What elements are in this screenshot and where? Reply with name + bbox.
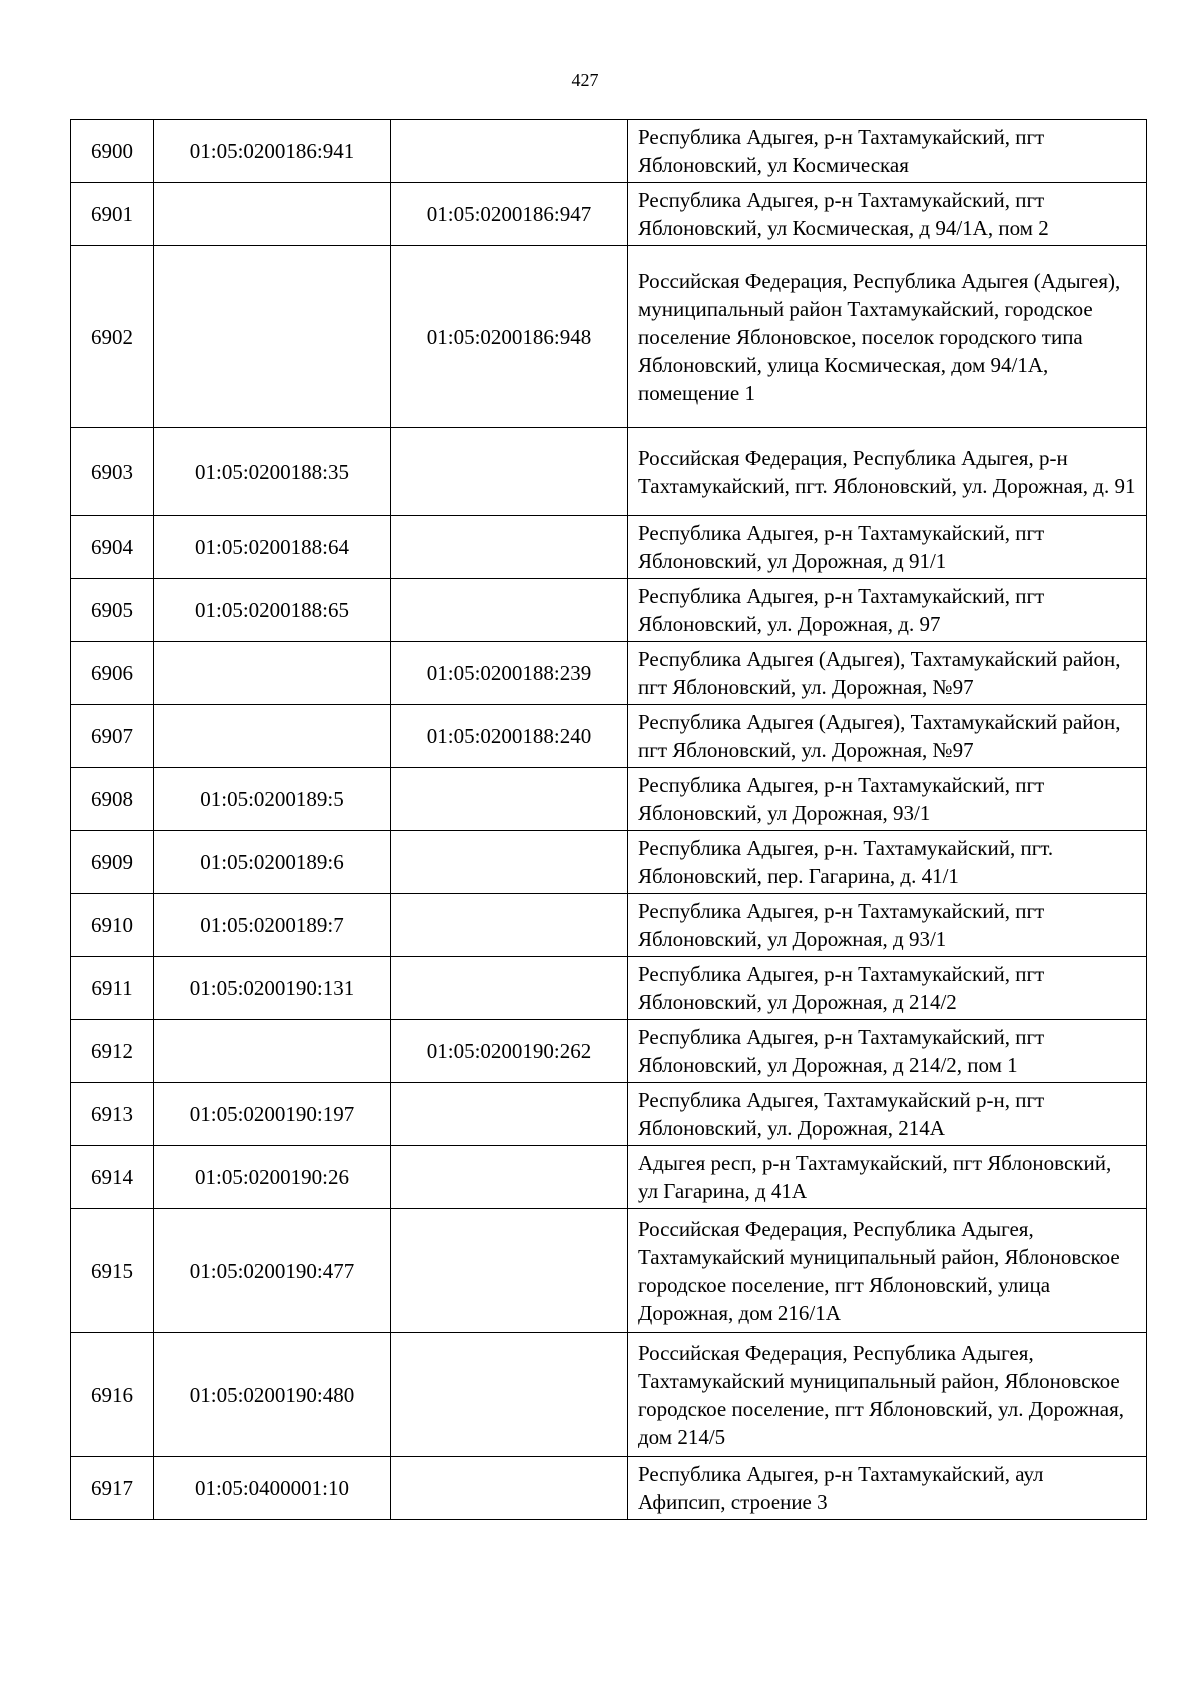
row-number-cell: 6906	[71, 642, 154, 705]
row-number-cell: 6914	[71, 1146, 154, 1209]
row-number-cell: 6907	[71, 705, 154, 768]
address-cell: Российская Федерация, Республика Адыгея, Тахтамукайский муниципальный район, Яблоновское городское поселение, пгт Яблоновский, улица Дорожная, дом 216/1А	[628, 1209, 1147, 1333]
building-cadastral-number-cell: 01:05:0200186:948	[391, 246, 628, 428]
land-cadastral-number-cell	[154, 246, 391, 428]
land-cadastral-number-cell	[154, 705, 391, 768]
table-row	[71, 894, 1147, 957]
building-cadastral-number-cell	[391, 579, 628, 642]
land-cadastral-number-cell: 01:05:0200189:7	[154, 894, 391, 957]
address-cell: Республика Адыгея, р-н Тахтамукайский, пгт Яблоновский, ул Дорожная, 93/1	[628, 768, 1147, 831]
land-cadastral-number-cell: 01:05:0200186:941	[154, 120, 391, 183]
table-row	[71, 768, 1147, 831]
building-cadastral-number-cell: 01:05:0200190:262	[391, 1020, 628, 1083]
row-number-cell: 6901	[71, 183, 154, 246]
land-cadastral-number-cell: 01:05:0200188:65	[154, 579, 391, 642]
table-row	[71, 1457, 1147, 1520]
row-number-cell: 6908	[71, 768, 154, 831]
table-row	[71, 642, 1147, 705]
address-cell: Республика Адыгея, р-н Тахтамукайский, пгт Яблоновский, ул Дорожная, д 93/1	[628, 894, 1147, 957]
table-row	[71, 516, 1147, 579]
table-row	[71, 831, 1147, 894]
building-cadastral-number-cell: 01:05:0200186:947	[391, 183, 628, 246]
row-number-cell: 6909	[71, 831, 154, 894]
table-row	[71, 1146, 1147, 1209]
table-row	[71, 1333, 1147, 1457]
building-cadastral-number-cell	[391, 1333, 628, 1457]
building-cadastral-number-cell	[391, 1146, 628, 1209]
building-cadastral-number-cell	[391, 831, 628, 894]
address-cell: Адыгея респ, р-н Тахтамукайский, пгт Яблоновский, ул Гагарина, д 41А	[628, 1146, 1147, 1209]
address-cell: Республика Адыгея, р-н Тахтамукайский, пгт Яблоновский, ул. Дорожная, д. 97	[628, 579, 1147, 642]
row-number-cell: 6911	[71, 957, 154, 1020]
table-row	[71, 183, 1147, 246]
address-cell: Республика Адыгея, р-н. Тахтамукайский, пгт. Яблоновский, пер. Гагарина, д. 41/1	[628, 831, 1147, 894]
address-cell: Республика Адыгея, р-н Тахтамукайский, пгт Яблоновский, ул Дорожная, д 91/1	[628, 516, 1147, 579]
address-cell: Республика Адыгея (Адыгея), Тахтамукайский район, пгт Яблоновский, ул. Дорожная, №97	[628, 642, 1147, 705]
land-cadastral-number-cell: 01:05:0200188:64	[154, 516, 391, 579]
row-number-cell: 6903	[71, 428, 154, 516]
land-cadastral-number-cell: 01:05:0200190:131	[154, 957, 391, 1020]
land-cadastral-number-cell: 01:05:0200190:477	[154, 1209, 391, 1333]
table-row	[71, 120, 1147, 183]
land-cadastral-number-cell	[154, 183, 391, 246]
building-cadastral-number-cell	[391, 1209, 628, 1333]
land-cadastral-number-cell: 01:05:0200190:26	[154, 1146, 391, 1209]
row-number-cell: 6902	[71, 246, 154, 428]
building-cadastral-number-cell: 01:05:0200188:240	[391, 705, 628, 768]
table-row	[71, 246, 1147, 428]
address-cell: Российская Федерация, Республика Адыгея (Адыгея), муниципальный район Тахтамукайский, городское поселение Яблоновское, поселок городского типа Яблоновский, улица Космическая, дом 94/1А, помещение 1	[628, 246, 1147, 428]
table-row	[71, 579, 1147, 642]
address-cell: Республика Адыгея, р-н Тахтамукайский, пгт Яблоновский, ул Космическая, д 94/1А, пом 2	[628, 183, 1147, 246]
table-row	[71, 957, 1147, 1020]
land-cadastral-number-cell: 01:05:0200189:6	[154, 831, 391, 894]
table-row	[71, 1020, 1147, 1083]
table-row	[71, 705, 1147, 768]
registry-table	[70, 119, 1147, 1520]
row-number-cell: 6904	[71, 516, 154, 579]
address-cell: Республика Адыгея (Адыгея), Тахтамукайский район, пгт Яблоновский, ул. Дорожная, №97	[628, 705, 1147, 768]
address-cell: Республика Адыгея, р-н Тахтамукайский, пгт Яблоновский, ул Дорожная, д 214/2	[628, 957, 1147, 1020]
row-number-cell: 6913	[71, 1083, 154, 1146]
address-cell: Республика Адыгея, р-н Тахтамукайский, пгт Яблоновский, ул Космическая	[628, 120, 1147, 183]
building-cadastral-number-cell: 01:05:0200188:239	[391, 642, 628, 705]
address-cell: Российская Федерация, Республика Адыгея, Тахтамукайский муниципальный район, Яблоновское городское поселение, пгт Яблоновский, ул. Дорожная, дом 214/5	[628, 1333, 1147, 1457]
building-cadastral-number-cell	[391, 894, 628, 957]
table-row	[71, 1083, 1147, 1146]
building-cadastral-number-cell	[391, 120, 628, 183]
row-number-cell: 6912	[71, 1020, 154, 1083]
land-cadastral-number-cell: 01:05:0200188:35	[154, 428, 391, 516]
building-cadastral-number-cell	[391, 516, 628, 579]
row-number-cell: 6917	[71, 1457, 154, 1520]
land-cadastral-number-cell	[154, 1020, 391, 1083]
row-number-cell: 6910	[71, 894, 154, 957]
building-cadastral-number-cell	[391, 1457, 628, 1520]
land-cadastral-number-cell: 01:05:0400001:10	[154, 1457, 391, 1520]
address-cell: Республика Адыгея, р-н Тахтамукайский, пгт Яблоновский, ул Дорожная, д 214/2, пом 1	[628, 1020, 1147, 1083]
building-cadastral-number-cell	[391, 957, 628, 1020]
land-cadastral-number-cell: 01:05:0200190:480	[154, 1333, 391, 1457]
land-cadastral-number-cell	[154, 642, 391, 705]
row-number-cell: 6900	[71, 120, 154, 183]
address-cell: Республика Адыгея, Тахтамукайский р-н, пгт Яблоновский, ул. Дорожная, 214А	[628, 1083, 1147, 1146]
table-row	[71, 1209, 1147, 1333]
land-cadastral-number-cell: 01:05:0200189:5	[154, 768, 391, 831]
address-cell: Российская Федерация, Республика Адыгея, р-н Тахтамукайский, пгт. Яблоновский, ул. Дорожная, д. 91	[628, 428, 1147, 516]
page-number: 427	[571, 70, 599, 90]
row-number-cell: 6905	[71, 579, 154, 642]
table-row	[71, 428, 1147, 516]
address-cell: Республика Адыгея, р-н Тахтамукайский, аул Афипсип, строение 3	[628, 1457, 1147, 1520]
building-cadastral-number-cell	[391, 768, 628, 831]
registry-table-body	[71, 120, 1147, 1520]
building-cadastral-number-cell	[391, 1083, 628, 1146]
land-cadastral-number-cell: 01:05:0200190:197	[154, 1083, 391, 1146]
row-number-cell: 6916	[71, 1333, 154, 1457]
building-cadastral-number-cell	[391, 428, 628, 516]
row-number-cell: 6915	[71, 1209, 154, 1333]
